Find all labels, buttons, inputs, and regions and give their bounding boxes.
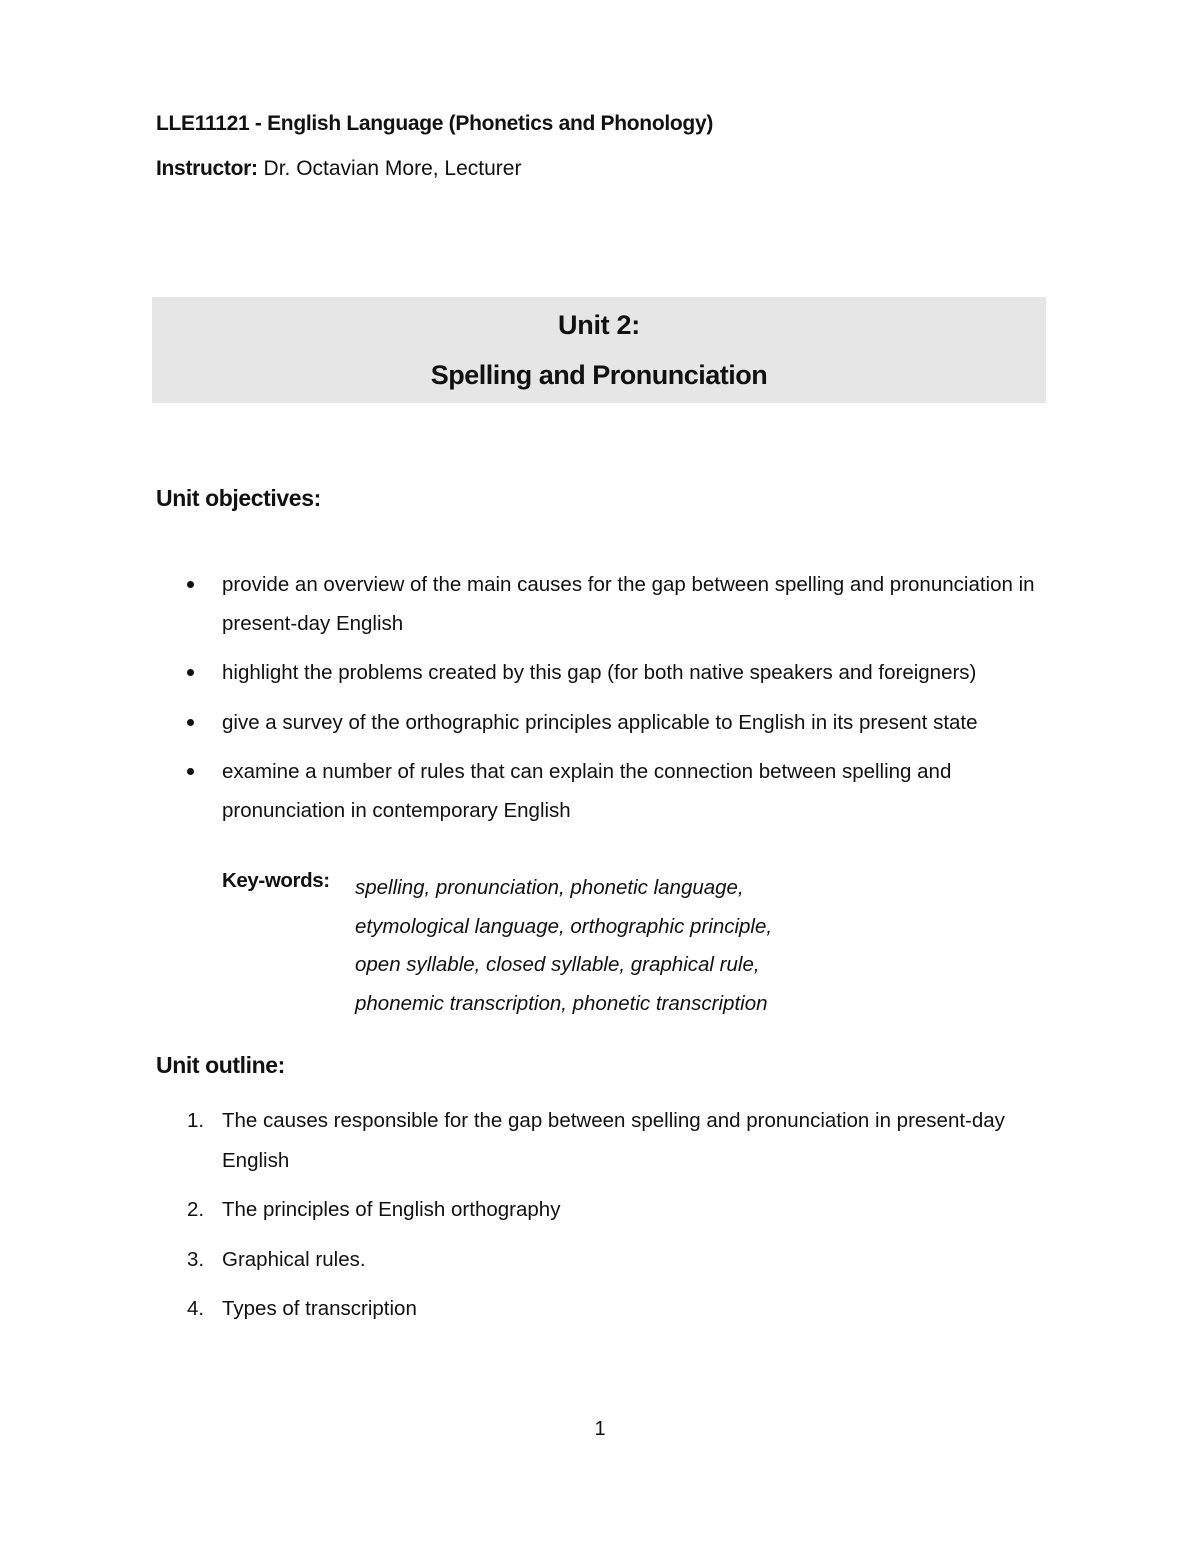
unit-title-box [152,297,1046,403]
outline-item [156,1190,1056,1230]
page-number: 1 [594,1418,606,1440]
outline-text: The principles of English orthography [222,1198,561,1221]
keywords-label: Key-words: [222,869,330,892]
bullet-icon [187,719,194,726]
keywords-line: spelling, pronunciation, phonetic language, [355,876,744,899]
outline-item [156,1289,1056,1329]
outline-item [156,1101,1056,1180]
keywords-line: phonemic transcription, phonetic transcription [355,991,768,1015]
keywords-list [355,869,875,1023]
bullet-icon [187,768,194,775]
keywords-line: etymological language, orthographic principle, [355,914,773,938]
outline-heading: Unit outline: [156,1052,285,1078]
objective-text: highlight the problems created by this gap (for both native speakers and foreigners) [222,661,977,684]
instructor-label: Instructor: [156,157,258,180]
bullet-icon [187,669,194,676]
outline-number: 4. [187,1297,205,1320]
objective-item [156,566,1056,643]
bullet-icon [187,581,194,588]
outline-number: 1. [187,1109,205,1132]
objective-item [156,704,1056,743]
course-title: LLE11121 - English Language (Phonetics and Phonology) [156,112,714,135]
instructor-line [156,157,521,181]
unit-number: Unit 2: [558,310,640,340]
outline-number: 2. [187,1198,205,1221]
outline-item [156,1240,1056,1280]
objective-item [156,654,1056,693]
outline-text: Types of transcription [222,1297,417,1320]
objective-text: examine a number of rules that can explain the connection between spelling and pronunciation in contemporary English [222,760,952,822]
objective-text: give a survey of the orthographic principles applicable to English in its present state [222,710,978,734]
instructor-name: Dr. Octavian More, Lecturer [257,157,522,180]
keywords-line: open syllable, closed syllable, graphical rule, [355,953,760,976]
outline-list [156,1101,1056,1339]
outline-number: 3. [187,1247,205,1271]
objectives-heading: Unit objectives: [156,485,321,511]
unit-title: Spelling and Pronunciation [430,360,768,390]
outline-text: Graphical rules. [222,1247,366,1271]
outline-text: The causes responsible for the gap between spelling and pronunciation in present-day English [222,1109,1005,1172]
objective-item [156,753,1056,830]
objective-text: provide an overview of the main causes for the gap between spelling and pronunciation in present-day English [222,573,1035,635]
objectives-list [156,566,1056,841]
